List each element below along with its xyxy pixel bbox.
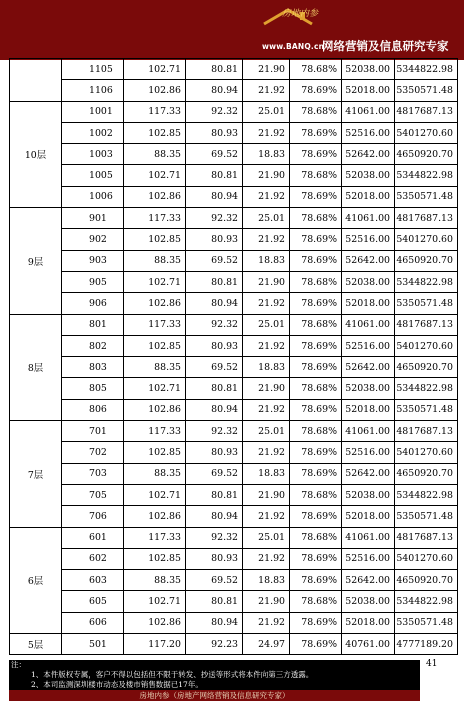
table-row — [10, 250, 458, 271]
value-cell: 5401270.60 — [395, 442, 458, 463]
table-row — [10, 421, 458, 442]
value-cell: 5350571.48 — [395, 293, 458, 314]
table-row — [10, 506, 458, 527]
value-cell: 4650920.70 — [395, 144, 458, 165]
brand-name: 房地内参 — [282, 9, 319, 19]
value-cell: 80.81 — [186, 165, 243, 186]
table-row — [10, 612, 458, 633]
value-cell: 52038.00 — [342, 271, 395, 292]
value-cell: 5350571.48 — [395, 612, 458, 633]
value-cell: 80.93 — [186, 229, 243, 250]
value-cell: 80.81 — [186, 59, 243, 80]
value-cell: 80.81 — [186, 271, 243, 292]
value-cell: 69.52 — [186, 357, 243, 378]
value-cell: 102.85 — [124, 229, 186, 250]
value-cell: 80.94 — [186, 399, 243, 420]
room-cell: 805 — [62, 378, 124, 399]
floor-cell: 6层 — [10, 527, 62, 633]
value-cell: 102.85 — [124, 442, 186, 463]
value-cell: 21.92 — [243, 335, 290, 356]
value-cell: 78.68% — [290, 421, 342, 442]
room-cell: 905 — [62, 271, 124, 292]
value-cell: 18.83 — [243, 144, 290, 165]
value-cell: 4817687.13 — [395, 421, 458, 442]
room-cell: 902 — [62, 229, 124, 250]
value-cell: 21.90 — [243, 59, 290, 80]
value-cell: 102.86 — [124, 612, 186, 633]
value-cell: 52516.00 — [342, 442, 395, 463]
value-cell: 40761.00 — [342, 634, 395, 655]
value-cell: 52018.00 — [342, 80, 395, 101]
price-table — [9, 58, 458, 655]
table-row — [10, 101, 458, 122]
room-cell: 1003 — [62, 144, 124, 165]
value-cell: 5401270.60 — [395, 122, 458, 143]
notes-label: 注： — [11, 660, 26, 669]
value-cell: 78.68% — [290, 271, 342, 292]
value-cell: 21.92 — [243, 612, 290, 633]
value-cell: 78.68% — [290, 314, 342, 335]
value-cell: 92.32 — [186, 101, 243, 122]
value-cell: 21.92 — [243, 80, 290, 101]
note-monitoring: 2、本司监测深圳楼市动态及楼市销售数据已17年。 — [31, 680, 203, 689]
value-cell: 18.83 — [243, 570, 290, 591]
table-row — [10, 527, 458, 548]
table-row — [10, 634, 458, 655]
value-cell: 102.86 — [124, 293, 186, 314]
value-cell: 80.94 — [186, 506, 243, 527]
value-cell: 78.68% — [290, 527, 342, 548]
value-cell: 88.35 — [124, 357, 186, 378]
table-row — [10, 442, 458, 463]
room-cell: 1001 — [62, 101, 124, 122]
value-cell: 52018.00 — [342, 506, 395, 527]
value-cell: 80.94 — [186, 80, 243, 101]
value-cell: 21.92 — [243, 548, 290, 569]
value-cell: 24.97 — [243, 634, 290, 655]
value-cell: 102.86 — [124, 186, 186, 207]
table-row — [10, 484, 458, 505]
value-cell: 117.33 — [124, 421, 186, 442]
room-cell: 906 — [62, 293, 124, 314]
value-cell: 52018.00 — [342, 399, 395, 420]
room-cell: 801 — [62, 314, 124, 335]
value-cell: 25.01 — [243, 101, 290, 122]
value-cell: 102.71 — [124, 378, 186, 399]
note-copyright: 1、本件版权专属，客户不得以包括但不限于转发、抄送等形式将本件向第三方透露。 — [31, 670, 314, 679]
value-cell: 52642.00 — [342, 570, 395, 591]
value-cell: 5350571.48 — [395, 186, 458, 207]
value-cell: 78.68% — [290, 208, 342, 229]
value-cell: 80.81 — [186, 484, 243, 505]
value-cell: 41061.00 — [342, 314, 395, 335]
room-cell: 1005 — [62, 165, 124, 186]
value-cell: 52516.00 — [342, 229, 395, 250]
header-banner — [0, 0, 464, 60]
value-cell: 25.01 — [243, 208, 290, 229]
value-cell: 102.71 — [124, 165, 186, 186]
value-cell: 41061.00 — [342, 527, 395, 548]
value-cell: 4650920.70 — [395, 357, 458, 378]
value-cell: 78.69% — [290, 144, 342, 165]
table-row — [10, 463, 458, 484]
value-cell: 5401270.60 — [395, 335, 458, 356]
value-cell: 78.69% — [290, 335, 342, 356]
value-cell: 18.83 — [243, 250, 290, 271]
room-cell: 1106 — [62, 80, 124, 101]
value-cell: 80.81 — [186, 591, 243, 612]
value-cell: 88.35 — [124, 570, 186, 591]
table-row — [10, 335, 458, 356]
value-cell: 4817687.13 — [395, 208, 458, 229]
table-row — [10, 548, 458, 569]
room-cell: 605 — [62, 591, 124, 612]
value-cell: 52642.00 — [342, 463, 395, 484]
room-cell: 501 — [62, 634, 124, 655]
footer-bar: 房地内参（房地产网络营销及信息研究专家） — [9, 690, 420, 701]
value-cell: 78.69% — [290, 250, 342, 271]
value-cell: 117.33 — [124, 527, 186, 548]
table-row — [10, 591, 458, 612]
value-cell: 117.33 — [124, 314, 186, 335]
value-cell: 21.92 — [243, 186, 290, 207]
table-row — [10, 399, 458, 420]
value-cell: 78.69% — [290, 634, 342, 655]
room-cell: 901 — [62, 208, 124, 229]
table-row — [10, 271, 458, 292]
value-cell: 78.69% — [290, 548, 342, 569]
brand-tagline: 网络营销及信息研究专家 — [322, 39, 449, 53]
room-cell: 601 — [62, 527, 124, 548]
value-cell: 4650920.70 — [395, 570, 458, 591]
room-cell: 603 — [62, 570, 124, 591]
value-cell: 5401270.60 — [395, 229, 458, 250]
site-url: www.BANQ.cn — [262, 42, 325, 51]
room-cell: 606 — [62, 612, 124, 633]
value-cell: 78.69% — [290, 506, 342, 527]
room-cell: 903 — [62, 250, 124, 271]
value-cell: 69.52 — [186, 250, 243, 271]
value-cell: 102.71 — [124, 591, 186, 612]
table-row — [10, 378, 458, 399]
value-cell: 5401270.60 — [395, 548, 458, 569]
value-cell: 5350571.48 — [395, 506, 458, 527]
value-cell: 52038.00 — [342, 484, 395, 505]
value-cell: 92.32 — [186, 527, 243, 548]
table-row — [10, 314, 458, 335]
value-cell: 102.71 — [124, 59, 186, 80]
table-row — [10, 229, 458, 250]
value-cell: 18.83 — [243, 463, 290, 484]
value-cell: 78.69% — [290, 399, 342, 420]
value-cell: 25.01 — [243, 421, 290, 442]
room-cell: 701 — [62, 421, 124, 442]
table-row — [10, 59, 458, 80]
value-cell: 52516.00 — [342, 122, 395, 143]
value-cell: 102.86 — [124, 80, 186, 101]
table-row — [10, 186, 458, 207]
floor-cell: 7层 — [10, 421, 62, 527]
notes-box — [9, 660, 420, 701]
value-cell: 80.93 — [186, 335, 243, 356]
table-row — [10, 293, 458, 314]
room-cell: 703 — [62, 463, 124, 484]
value-cell: 69.52 — [186, 463, 243, 484]
table-row — [10, 570, 458, 591]
value-cell: 78.68% — [290, 378, 342, 399]
room-cell: 803 — [62, 357, 124, 378]
value-cell: 102.85 — [124, 335, 186, 356]
value-cell: 88.35 — [124, 250, 186, 271]
value-cell: 5350571.48 — [395, 80, 458, 101]
value-cell: 18.83 — [243, 357, 290, 378]
table-row — [10, 80, 458, 101]
value-cell: 78.69% — [290, 293, 342, 314]
value-cell: 78.69% — [290, 442, 342, 463]
value-cell: 41061.00 — [342, 421, 395, 442]
value-cell: 78.68% — [290, 59, 342, 80]
table-row — [10, 208, 458, 229]
value-cell: 102.86 — [124, 399, 186, 420]
value-cell: 21.92 — [243, 506, 290, 527]
value-cell: 92.23 — [186, 634, 243, 655]
value-cell: 78.68% — [290, 591, 342, 612]
value-cell: 80.94 — [186, 186, 243, 207]
value-cell: 4817687.13 — [395, 101, 458, 122]
floor-cell: 9层 — [10, 208, 62, 314]
value-cell: 102.71 — [124, 271, 186, 292]
value-cell: 92.32 — [186, 208, 243, 229]
value-cell: 21.92 — [243, 399, 290, 420]
value-cell: 52642.00 — [342, 144, 395, 165]
value-cell: 4777189.20 — [395, 634, 458, 655]
value-cell: 21.90 — [243, 591, 290, 612]
value-cell: 102.85 — [124, 122, 186, 143]
value-cell: 52038.00 — [342, 165, 395, 186]
value-cell: 102.71 — [124, 484, 186, 505]
value-cell: 80.81 — [186, 378, 243, 399]
value-cell: 69.52 — [186, 570, 243, 591]
value-cell: 78.68% — [290, 484, 342, 505]
page-number: 41 — [426, 659, 438, 669]
floor-cell: 5层 — [10, 634, 62, 655]
value-cell: 52038.00 — [342, 591, 395, 612]
value-cell: 5344822.98 — [395, 591, 458, 612]
value-cell: 21.90 — [243, 271, 290, 292]
floor-cell — [10, 59, 62, 102]
value-cell: 117.33 — [124, 208, 186, 229]
value-cell: 4817687.13 — [395, 527, 458, 548]
value-cell: 52018.00 — [342, 293, 395, 314]
value-cell: 80.93 — [186, 442, 243, 463]
value-cell: 41061.00 — [342, 101, 395, 122]
table-row — [10, 122, 458, 143]
value-cell: 52038.00 — [342, 59, 395, 80]
value-cell: 78.69% — [290, 357, 342, 378]
value-cell: 21.92 — [243, 442, 290, 463]
table-row — [10, 165, 458, 186]
room-cell: 802 — [62, 335, 124, 356]
value-cell: 21.90 — [243, 165, 290, 186]
value-cell: 4650920.70 — [395, 250, 458, 271]
value-cell: 21.90 — [243, 484, 290, 505]
value-cell: 88.35 — [124, 463, 186, 484]
value-cell: 117.33 — [124, 101, 186, 122]
value-cell: 52018.00 — [342, 612, 395, 633]
room-cell: 706 — [62, 506, 124, 527]
table-row — [10, 144, 458, 165]
table-row — [10, 357, 458, 378]
value-cell: 78.69% — [290, 612, 342, 633]
value-cell: 78.69% — [290, 229, 342, 250]
value-cell: 41061.00 — [342, 208, 395, 229]
value-cell: 78.68% — [290, 101, 342, 122]
value-cell: 69.52 — [186, 144, 243, 165]
value-cell: 92.32 — [186, 421, 243, 442]
value-cell: 4650920.70 — [395, 463, 458, 484]
value-cell: 102.85 — [124, 548, 186, 569]
value-cell: 5350571.48 — [395, 399, 458, 420]
value-cell: 52516.00 — [342, 335, 395, 356]
value-cell: 80.93 — [186, 122, 243, 143]
value-cell: 80.94 — [186, 612, 243, 633]
value-cell: 5344822.98 — [395, 378, 458, 399]
value-cell: 52038.00 — [342, 378, 395, 399]
value-cell: 52018.00 — [342, 186, 395, 207]
value-cell: 25.01 — [243, 527, 290, 548]
value-cell: 78.69% — [290, 122, 342, 143]
floor-cell: 10层 — [10, 101, 62, 207]
value-cell: 52642.00 — [342, 357, 395, 378]
value-cell: 25.01 — [243, 314, 290, 335]
floor-cell: 8层 — [10, 314, 62, 420]
value-cell: 92.32 — [186, 314, 243, 335]
value-cell: 88.35 — [124, 144, 186, 165]
room-cell: 806 — [62, 399, 124, 420]
value-cell: 80.94 — [186, 293, 243, 314]
value-cell: 21.92 — [243, 293, 290, 314]
value-cell: 78.69% — [290, 80, 342, 101]
room-cell: 602 — [62, 548, 124, 569]
room-cell: 1105 — [62, 59, 124, 80]
value-cell: 21.92 — [243, 122, 290, 143]
value-cell: 4817687.13 — [395, 314, 458, 335]
value-cell: 21.90 — [243, 378, 290, 399]
value-cell: 5344822.98 — [395, 59, 458, 80]
value-cell: 21.92 — [243, 229, 290, 250]
room-cell: 702 — [62, 442, 124, 463]
room-cell: 705 — [62, 484, 124, 505]
value-cell: 5344822.98 — [395, 484, 458, 505]
value-cell: 117.20 — [124, 634, 186, 655]
value-cell: 78.69% — [290, 186, 342, 207]
value-cell: 52642.00 — [342, 250, 395, 271]
value-cell: 102.86 — [124, 506, 186, 527]
value-cell: 52516.00 — [342, 548, 395, 569]
value-cell: 80.93 — [186, 548, 243, 569]
value-cell: 78.69% — [290, 463, 342, 484]
room-cell: 1002 — [62, 122, 124, 143]
value-cell: 5344822.98 — [395, 165, 458, 186]
room-cell: 1006 — [62, 186, 124, 207]
value-cell: 78.68% — [290, 165, 342, 186]
value-cell: 5344822.98 — [395, 271, 458, 292]
value-cell: 78.69% — [290, 570, 342, 591]
